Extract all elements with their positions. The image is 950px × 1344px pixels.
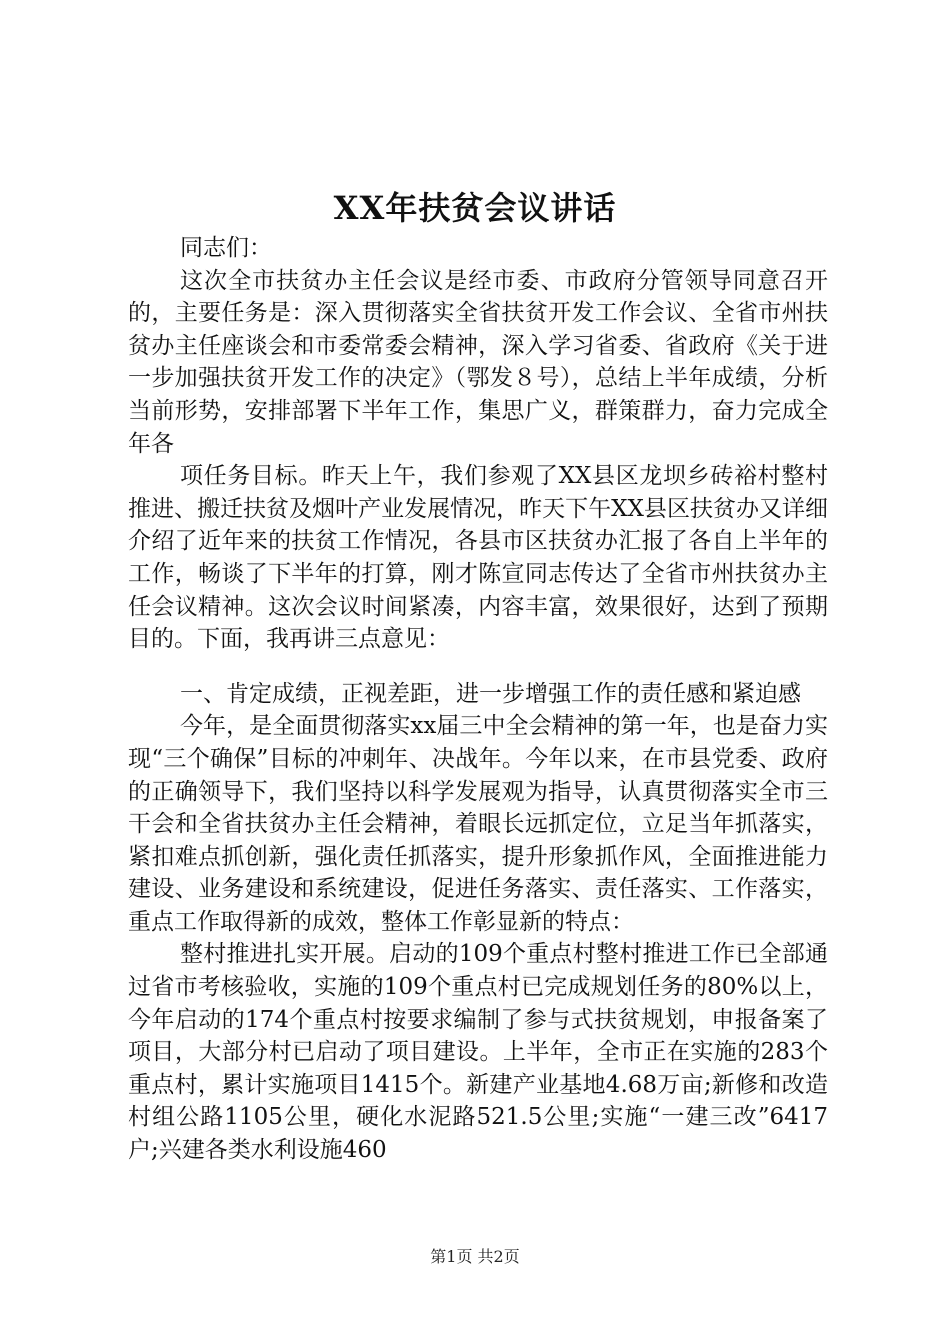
paragraph-gap — [128, 656, 828, 678]
paragraph-1: 这次全市扶贫办主任会议是经市委、市政府分管领导同意召开的，主要任务是：深入贯彻落实全省扶贫开发工作会议、全省市州扶贫办主任座谈会和市委常委会精神，深入学习省委、省政府《关于进一步加强扶贫开发工作的决定》（鄂发８号），总结上半年成绩，分析当前形势，安排部署下半年工作，集思广义，群策群力，奋力完成全年各 — [128, 267, 828, 457]
paragraph-3: 今年，是全面贯彻落实xx届三中全会精神的第一年，也是奋力实现“三个确保”目标的冲刺年、决战年。今年以来，在市县党委、政府的正确领导下，我们坚持以科学发展观为指导，认真贯彻落实全市三干会和全省扶贫办主任会精神，着眼长远抓定位，立足当年抓落实，紧扣难点抓创新，强化责任抓落实，提升形象抓作风，全面推进能力建设、业务建设和系统建设，促进任务落实、责任落实、工作落实，重点工作取得新的成效，整体工作彰显新的特点： — [128, 713, 828, 935]
document-body — [128, 232, 828, 1167]
section-heading-1: 一、肯定成绩，正视差距，进一步增强工作的责任感和紧迫感 — [180, 680, 801, 707]
document-title: XX年扶贫会议讲话 — [333, 189, 617, 227]
page-footer: 第1页 共2页 — [430, 1247, 520, 1266]
salutation: 同志们： — [180, 235, 272, 261]
paragraph-4: 整村推进扎实开展。启动的109个重点村整村推进工作已全部通过省市考核验收，实施的109个重点村已完成规划任务的80%以上，今年启动的174个重点村按要求编制了参与式扶贫规划，申报备案了项目，大部分村已启动了项目建设。上半年，全市正在实施的283个重点村，累计实施项目1415个。新建产业基地4.68万亩;新修和改造村组公路1105公里，硬化水泥路521.5公里;实施“一建三改”6417户;兴建各类水利设施460 — [128, 941, 828, 1164]
paragraph-2: 项任务目标。昨天上午，我们参观了XX县区龙坝乡砖裕村整村推进、搬迁扶贫及烟叶产业发展情况，昨天下午XX县区扶贫办又详细介绍了近年来的扶贫工作情况，各县市区扶贫办汇报了各自上半年的工作，畅谈了下半年的打算，刚才陈宣同志传达了全省市州扶贫办主任会议精神。这次会议时间紧凑，内容丰富，效果很好，达到了预期目的。下面，我再讲三点意见： — [128, 463, 828, 653]
